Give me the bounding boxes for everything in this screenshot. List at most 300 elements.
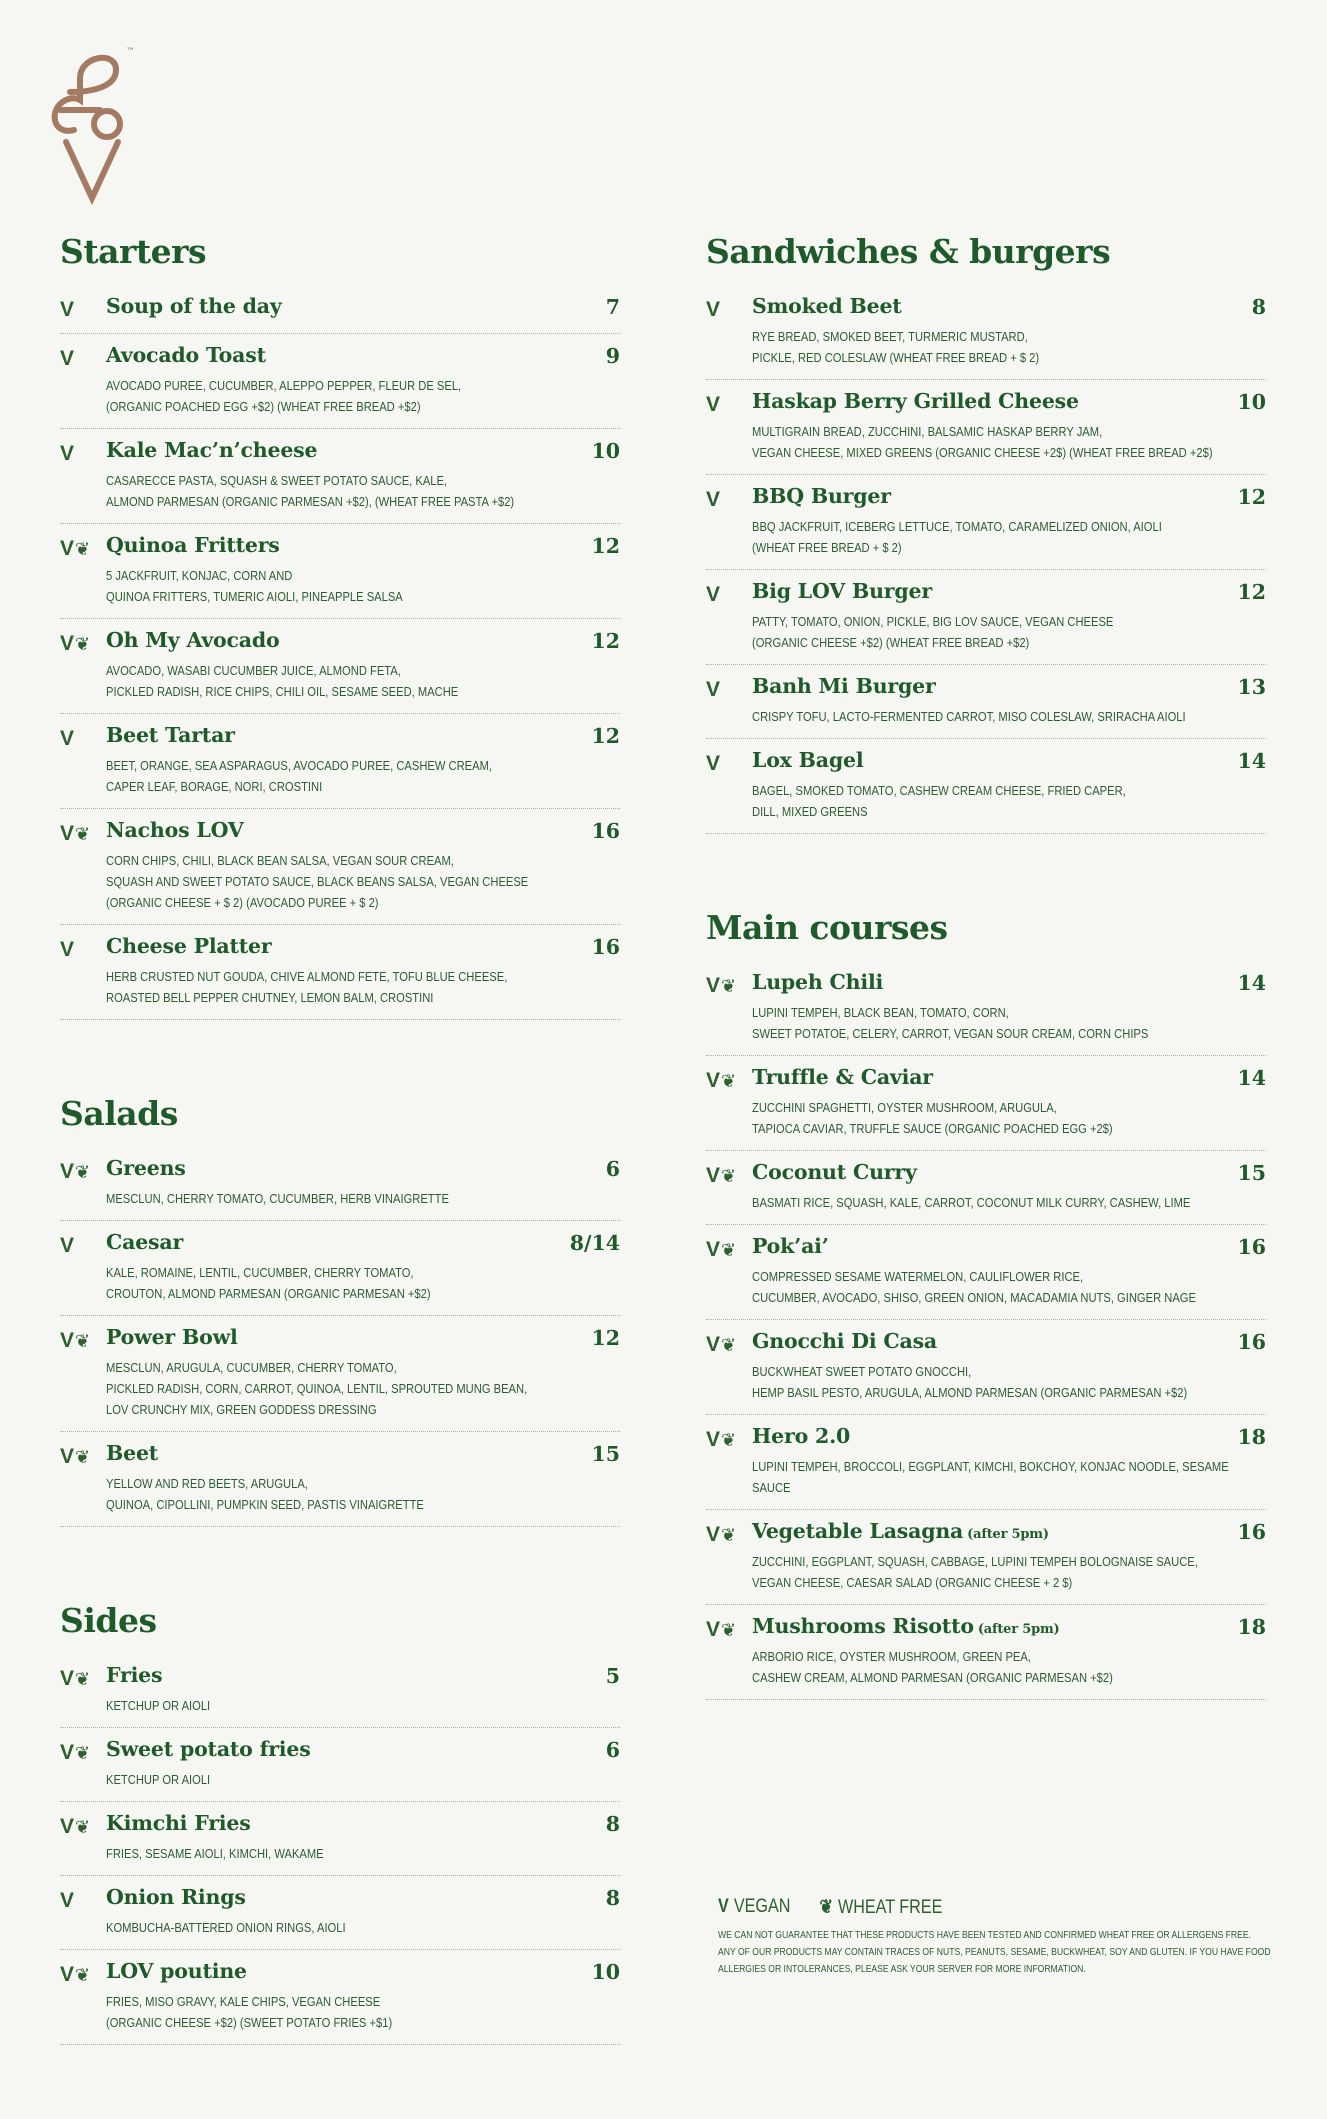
description-line: ALMOND PARMESAN (ORGANIC PARMESAN +$2), (WHEAT FREE PASTA +$2) — [106, 494, 515, 509]
legend-wheat-free-label: WHEAT FREE — [837, 1897, 943, 1918]
left-column — [60, 232, 620, 2119]
wheat-free-icon: ❦ — [819, 1897, 833, 1918]
item-description — [106, 1473, 619, 1515]
item-name-text: Oh My Avocado — [106, 628, 280, 652]
section-title: Main courses — [706, 908, 948, 947]
wheat-free-icon: ❦ — [75, 1162, 91, 1183]
vegan-icon: V — [706, 1523, 721, 1546]
menu-item — [60, 714, 620, 809]
item-description — [752, 706, 1265, 727]
menu-item — [60, 809, 620, 925]
description-line: CROUTON, ALMOND PARMESAN (ORGANIC PARMESAN +$2) — [106, 1286, 431, 1301]
menu-item — [60, 1876, 620, 1950]
item-name-text: Caesar — [106, 1230, 184, 1254]
item-name-text: Quinoa Fritters — [106, 533, 280, 557]
diet-marks — [706, 1424, 752, 1452]
item-name — [752, 970, 1237, 998]
legend-vegan — [718, 1896, 790, 1919]
diet-marks — [60, 723, 106, 751]
item-description — [106, 1769, 619, 1790]
description-line: LOV CRUNCHY MIX, GREEN GODDESS DRESSING — [106, 1402, 377, 1417]
description-line: PICKLE, RED COLESLAW (WHEAT FREE BREAD + $ 2) — [752, 350, 1040, 365]
item-description — [106, 850, 619, 913]
description-line: MESCLUN, CHERRY TOMATO, CUCUMBER, HERB VINAIGRETTE — [106, 1191, 449, 1206]
item-description — [106, 1991, 619, 2033]
item-name — [106, 294, 606, 322]
menu-section — [60, 1094, 620, 1527]
legend-footer — [718, 1896, 1278, 1978]
menu-item — [706, 285, 1266, 380]
description-line: QUINOA, CIPOLLINI, PUMPKIN SEED, PASTIS VINAIGRETTE — [106, 1497, 424, 1512]
description-line: VEGAN CHEESE, MIXED GREENS (ORGANIC CHEESE +2$) (WHEAT FREE BREAD +2$) — [752, 445, 1213, 460]
menu-item — [60, 619, 620, 714]
menu-item — [60, 285, 620, 334]
diet-marks — [706, 579, 752, 607]
diet-marks — [706, 748, 752, 776]
item-price: 10 — [1237, 390, 1266, 414]
vegan-icon: V — [706, 1333, 721, 1356]
item-price: 14 — [1237, 749, 1266, 773]
item-price: 12 — [591, 629, 620, 653]
section-title: Salads — [60, 1094, 178, 1133]
description-line: 5 JACKFRUIT, KONJAC, CORN AND — [106, 568, 293, 583]
menu-item — [706, 380, 1266, 475]
vegan-icon: V — [60, 1667, 75, 1690]
diet-marks — [706, 1065, 752, 1093]
diet-marks — [60, 934, 106, 962]
diet-marks — [60, 294, 106, 322]
item-price: 12 — [591, 534, 620, 558]
diet-marks — [60, 438, 106, 466]
wheat-free-icon: ❦ — [75, 539, 91, 560]
item-name-text: Haskap Berry Grilled Cheese — [752, 389, 1079, 413]
item-description — [752, 326, 1265, 368]
item-price: 16 — [1237, 1520, 1266, 1544]
item-name — [752, 1329, 1237, 1357]
description-line: KETCHUP OR AIOLI — [106, 1772, 211, 1787]
description-line: VEGAN CHEESE, CAESAR SALAD (ORGANIC CHEESE + 2 $) — [752, 1575, 1073, 1590]
item-description — [752, 611, 1265, 653]
wheat-free-icon: ❦ — [721, 1620, 737, 1641]
vegan-icon: V — [706, 752, 721, 775]
description-line: ZUCCHINI, EGGPLANT, SQUASH, CABBAGE, LUPINI TEMPEH BOLOGNAISE SAUCE, — [752, 1554, 1198, 1569]
item-name-text: Nachos LOV — [106, 818, 244, 842]
diet-marks — [706, 1329, 752, 1357]
description-line: (ORGANIC CHEESE +$2) (WHEAT FREE BREAD +$2) — [752, 635, 1030, 650]
item-description — [752, 421, 1265, 463]
vegan-icon: V — [706, 1618, 721, 1641]
item-description — [106, 1188, 619, 1209]
description-line: KETCHUP OR AIOLI — [106, 1698, 211, 1713]
diet-marks — [706, 674, 752, 702]
menu-item — [706, 1151, 1266, 1225]
item-name — [106, 1441, 591, 1469]
item-name — [106, 723, 591, 751]
menu-item — [60, 1654, 620, 1728]
vegan-icon: V — [60, 1160, 75, 1183]
vegan-icon: V — [60, 1329, 75, 1352]
vegan-icon: V — [60, 1234, 75, 1257]
vegan-icon: V — [706, 298, 721, 321]
item-price: 10 — [591, 1960, 620, 1984]
menu-item — [706, 739, 1266, 834]
item-description — [752, 1192, 1265, 1213]
item-name-text: Pok’ai’ — [752, 1234, 829, 1258]
vegan-icon: V — [60, 1445, 75, 1468]
item-name-text: Greens — [106, 1156, 186, 1180]
item-name — [752, 1234, 1237, 1262]
wheat-free-icon: ❦ — [721, 1166, 737, 1187]
item-price: 14 — [1237, 971, 1266, 995]
wheat-free-icon: ❦ — [75, 634, 91, 655]
item-name-text: Kimchi Fries — [106, 1811, 251, 1835]
diet-marks — [706, 1614, 752, 1642]
wheat-free-icon: ❦ — [75, 1331, 91, 1352]
diet-marks — [706, 1160, 752, 1188]
description-line: (ORGANIC CHEESE + $ 2) (AVOCADO PUREE + $ 2) — [106, 895, 379, 910]
item-name — [752, 1160, 1237, 1188]
lov-logo — [44, 38, 144, 208]
item-description — [106, 1695, 619, 1716]
description-line: BUCKWHEAT SWEET POTATO GNOCCHI, — [752, 1364, 972, 1379]
item-description — [106, 755, 619, 797]
description-line: SWEET POTATOE, CELERY, CARROT, VEGAN SOUR CREAM, CORN CHIPS — [752, 1026, 1149, 1041]
item-name — [752, 1614, 1237, 1642]
menu-item — [60, 925, 620, 1020]
menu-item — [706, 475, 1266, 570]
menu-item — [706, 570, 1266, 665]
item-price: 12 — [591, 724, 620, 748]
description-line: MULTIGRAIN BREAD, ZUCCHINI, BALSAMIC HASKAP BERRY JAM, — [752, 424, 1103, 439]
vegan-icon: V — [706, 583, 721, 606]
right-column — [706, 232, 1266, 1774]
menu-item — [706, 1320, 1266, 1415]
wheat-free-icon: ❦ — [75, 1817, 91, 1838]
item-price: 16 — [591, 935, 620, 959]
item-name-text: Soup of the day — [106, 294, 282, 318]
item-price: 14 — [1237, 1066, 1266, 1090]
description-line: CRISPY TOFU, LACTO-FERMENTED CARROT, MISO COLESLAW, SRIRACHA AIOLI — [752, 709, 1186, 724]
item-price: 6 — [605, 1738, 620, 1762]
description-line: LUPINI TEMPEH, BROCCOLI, EGGPLANT, KIMCHI, BOKCHOY, KONJAC NOODLE, SESAME SAUCE — [752, 1459, 1229, 1495]
menu-item — [60, 1728, 620, 1802]
vegan-icon: V — [60, 537, 75, 560]
description-line: FRIES, SESAME AIOLI, KIMCHI, WAKAME — [106, 1846, 324, 1861]
menu-item — [706, 961, 1266, 1056]
diet-marks — [706, 484, 752, 512]
wheat-free-icon: ❦ — [75, 824, 91, 845]
menu-item — [60, 1950, 620, 2045]
description-line: CAPER LEAF, BORAGE, NORI, CROSTINI — [106, 779, 323, 794]
item-name-text: Onion Rings — [106, 1885, 246, 1909]
description-line: CUCUMBER, AVOCADO, SHISO, GREEN ONION, MACADAMIA NUTS, GINGER NAGE — [752, 1290, 1196, 1305]
item-name — [752, 1519, 1237, 1547]
item-name-text: Banh Mi Burger — [752, 674, 936, 698]
item-price: 8 — [605, 1812, 620, 1836]
vegan-icon: V — [706, 1164, 721, 1187]
wheat-free-icon: ❦ — [75, 1743, 91, 1764]
item-description — [106, 966, 619, 1008]
item-name-text: Gnocchi Di Casa — [752, 1329, 938, 1353]
menu-item — [60, 1432, 620, 1527]
vegan-icon: V — [60, 442, 75, 465]
menu-item — [60, 1316, 620, 1432]
menu-item — [60, 1802, 620, 1876]
item-name — [106, 1959, 591, 1987]
item-price: 8/14 — [569, 1231, 620, 1255]
item-name-text: Smoked Beet — [752, 294, 902, 318]
item-name — [106, 1325, 591, 1353]
menu-section — [60, 232, 620, 1020]
item-description — [752, 1266, 1265, 1308]
vegan-icon: V — [60, 822, 75, 845]
item-name-text: Truffle & Caviar — [752, 1065, 933, 1089]
diet-marks — [706, 294, 752, 322]
menu-item — [706, 1510, 1266, 1605]
item-name-text: Avocado Toast — [106, 343, 266, 367]
item-name — [752, 1424, 1237, 1452]
item-price: 12 — [591, 1326, 620, 1350]
item-name — [106, 818, 591, 846]
item-description — [106, 660, 619, 702]
item-price: 13 — [1237, 675, 1266, 699]
description-line: (ORGANIC POACHED EGG +$2) (WHEAT FREE BREAD +$2) — [106, 399, 421, 414]
diet-marks — [60, 1156, 106, 1184]
description-line: AVOCADO, WASABI CUCUMBER JUICE, ALMOND FETA, — [106, 663, 401, 678]
item-name — [106, 934, 591, 962]
item-description — [752, 780, 1265, 822]
item-name — [752, 579, 1237, 607]
item-description — [752, 516, 1265, 558]
menu-section — [706, 232, 1266, 834]
vegan-icon: V — [60, 347, 75, 370]
menu-item — [60, 334, 620, 429]
wheat-free-icon: ❦ — [75, 1965, 91, 1986]
description-line: SQUASH AND SWEET POTATO SAUCE, BLACK BEANS SALSA, VEGAN CHEESE — [106, 874, 529, 889]
description-line: (WHEAT FREE BREAD + $ 2) — [752, 540, 902, 555]
item-price: 12 — [1237, 485, 1266, 509]
item-name — [106, 1663, 606, 1691]
wheat-free-icon: ❦ — [721, 1071, 737, 1092]
vegan-icon: V — [60, 1815, 75, 1838]
item-note: (after 5pm) — [977, 1622, 1060, 1637]
item-name — [106, 343, 606, 371]
diet-marks — [60, 533, 106, 561]
item-description — [106, 375, 619, 417]
menu-item — [706, 1415, 1266, 1510]
description-line: TAPIOCA CAVIAR, TRUFFLE SAUCE (ORGANIC POACHED EGG +2$) — [752, 1121, 1113, 1136]
diet-marks — [60, 818, 106, 846]
description-line: ZUCCHINI SPAGHETTI, OYSTER MUSHROOM, ARUGULA, — [752, 1100, 1057, 1115]
vegan-icon: V — [706, 678, 721, 701]
wheat-free-icon: ❦ — [721, 1335, 737, 1356]
diet-marks — [706, 1519, 752, 1547]
description-line: HEMP BASIL PESTO, ARUGULA, ALMOND PARMESAN (ORGANIC PARMESAN +$2) — [752, 1385, 1188, 1400]
menu-section — [706, 908, 1266, 1700]
description-line: YELLOW AND RED BEETS, ARUGULA, — [106, 1476, 308, 1491]
dietary-legend — [718, 1896, 1194, 1919]
diet-marks — [60, 1230, 106, 1258]
item-description — [752, 1002, 1265, 1044]
menu-item — [706, 665, 1266, 739]
menu-item — [60, 429, 620, 524]
diet-marks — [706, 389, 752, 417]
item-name — [752, 484, 1237, 512]
diet-marks — [60, 1811, 106, 1839]
vegan-icon: V — [60, 1963, 75, 1986]
menu-item — [706, 1225, 1266, 1320]
diet-marks — [60, 1959, 106, 1987]
menu-section — [60, 1601, 620, 2045]
description-line: QUINOA FRITTERS, TUMERIC AIOLI, PINEAPPLE SALSA — [106, 589, 403, 604]
item-name-text: Hero 2.0 — [752, 1424, 851, 1448]
legend-wheat-free — [819, 1896, 942, 1919]
item-name — [106, 1885, 606, 1913]
item-name-text: Big LOV Burger — [752, 579, 932, 603]
item-price: 16 — [1237, 1330, 1266, 1354]
item-price: 6 — [605, 1157, 620, 1181]
menu-item — [60, 1147, 620, 1221]
item-name-text: Coconut Curry — [752, 1160, 917, 1184]
item-description — [752, 1456, 1265, 1498]
diet-marks — [706, 1234, 752, 1262]
vegan-icon: V — [706, 1069, 721, 1092]
item-description — [752, 1551, 1265, 1593]
item-price: 12 — [1237, 580, 1266, 604]
item-name-text: Lox Bagel — [752, 748, 864, 772]
wheat-free-icon: ❦ — [721, 976, 737, 997]
item-price: 7 — [605, 295, 620, 319]
vegan-icon: V — [706, 1238, 721, 1261]
item-name — [106, 1230, 570, 1258]
vegan-icon: V — [60, 938, 75, 961]
item-description — [752, 1361, 1265, 1403]
description-line: KALE, ROMAINE, LENTIL, CUCUMBER, CHERRY TOMATO, — [106, 1265, 414, 1280]
description-line: CASHEW CREAM, ALMOND PARMESAN (ORGANIC PARMESAN +$2) — [752, 1670, 1113, 1685]
description-line: HERB CRUSTED NUT GOUDA, CHIVE ALMOND FETE, TOFU BLUE CHEESE, — [106, 969, 508, 984]
diet-marks — [60, 1325, 106, 1353]
vegan-icon: V — [706, 393, 721, 416]
vegan-icon: V — [60, 1889, 75, 1912]
diet-marks — [60, 1737, 106, 1765]
disclaimer-line: WE CAN NOT GUARANTEE THAT THESE PRODUCTS HAVE BEEN TESTED AND CONFIRMED WHEAT FREE OR ALLERGENS FREE. — [718, 1929, 1251, 1941]
description-line: (ORGANIC CHEESE +$2) (SWEET POTATO FRIES +$1) — [106, 2015, 393, 2030]
item-note: (after 5pm) — [967, 1527, 1049, 1542]
description-line: BBQ JACKFRUIT, ICEBERG LETTUCE, TOMATO, CARAMELIZED ONION, AIOLI — [752, 519, 1162, 534]
item-name — [752, 294, 1252, 322]
menu-item — [60, 524, 620, 619]
item-description — [106, 1262, 619, 1304]
item-price: 18 — [1237, 1425, 1266, 1449]
item-description — [106, 1357, 619, 1420]
item-name-text: Kale Mac’n’cheese — [106, 438, 318, 462]
item-price: 16 — [1237, 1235, 1266, 1259]
item-name-text: Vegetable Lasagna — [752, 1519, 964, 1543]
wheat-free-icon: ❦ — [721, 1525, 737, 1546]
description-line: BASMATI RICE, SQUASH, KALE, CARROT, COCONUT MILK CURRY, CASHEW, LIME — [752, 1195, 1191, 1210]
menu-item — [60, 1221, 620, 1316]
diet-marks — [60, 343, 106, 371]
wheat-free-icon: ❦ — [75, 1447, 91, 1468]
item-price: 5 — [605, 1664, 620, 1688]
diet-marks — [60, 1663, 106, 1691]
item-price: 8 — [605, 1886, 620, 1910]
description-line: RYE BREAD, SMOKED BEET, TURMERIC MUSTARD, — [752, 329, 1028, 344]
description-line: CORN CHIPS, CHILI, BLACK BEAN SALSA, VEGAN SOUR CREAM, — [106, 853, 454, 868]
description-line: ROASTED BELL PEPPER CHUTNEY, LEMON BALM, CROSTINI — [106, 990, 434, 1005]
disclaimer-line: ANY OF OUR PRODUCTS MAY CONTAIN TRACES OF NUTS, PEANUTS, SESAME, BUCKWHEAT, SOY AND GLUTEN. IF YOU HAVE FOOD — [718, 1946, 1271, 1958]
item-name — [752, 748, 1237, 776]
vegan-icon: V — [60, 727, 75, 750]
allergen-disclaimer — [718, 1927, 1278, 1978]
item-name — [752, 389, 1237, 417]
item-name-text: Beet — [106, 1441, 159, 1465]
description-line: MESCLUN, ARUGULA, CUCUMBER, CHERRY TOMATO, — [106, 1360, 397, 1375]
item-price: 16 — [591, 819, 620, 843]
menu-item — [706, 1605, 1266, 1700]
diet-marks — [60, 1885, 106, 1913]
legend-vegan-label: VEGAN — [733, 1896, 791, 1917]
item-name-text: Power Bowl — [106, 1325, 238, 1349]
item-name-text: Mushrooms Risotto — [752, 1614, 974, 1638]
description-line: CASARECCE PASTA, SQUASH & SWEET POTATO SAUCE, KALE, — [106, 473, 448, 488]
vegan-icon: V — [706, 1428, 721, 1451]
item-description — [106, 1917, 619, 1938]
vegan-icon: V — [60, 298, 75, 321]
menu-item — [706, 1056, 1266, 1151]
section-title: Starters — [60, 232, 207, 271]
item-price: 15 — [1237, 1161, 1266, 1185]
item-price: 18 — [1237, 1615, 1266, 1639]
vegan-icon: V — [60, 1741, 75, 1764]
diet-marks — [60, 628, 106, 656]
item-name — [106, 1737, 606, 1765]
diet-marks — [706, 970, 752, 998]
section-title: Sides — [60, 1601, 157, 1640]
item-price: 15 — [591, 1442, 620, 1466]
item-name-text: Fries — [106, 1663, 163, 1687]
item-description — [106, 1843, 619, 1864]
item-price: 8 — [1251, 295, 1266, 319]
item-description — [106, 565, 619, 607]
section-title: Sandwiches & burgers — [706, 232, 1111, 271]
item-name — [106, 438, 591, 466]
description-line: PICKLED RADISH, CORN, CARROT, QUINOA, LENTIL, SPROUTED MUNG BEAN, — [106, 1381, 528, 1396]
item-description — [106, 470, 619, 512]
wheat-free-icon: ❦ — [75, 1669, 91, 1690]
trademark-mark: ™ — [126, 47, 135, 57]
description-line: FRIES, MISO GRAVY, KALE CHIPS, VEGAN CHEESE — [106, 1994, 381, 2009]
description-line: DILL, MIXED GREENS — [752, 804, 868, 819]
item-name-text: Beet Tartar — [106, 723, 235, 747]
description-line: LUPINI TEMPEH, BLACK BEAN, TOMATO, CORN, — [752, 1005, 1009, 1020]
wheat-free-icon: ❦ — [721, 1240, 737, 1261]
item-name — [106, 533, 591, 561]
vegan-icon: V — [60, 632, 75, 655]
item-name-text: Cheese Platter — [106, 934, 272, 958]
item-name — [106, 1811, 606, 1839]
description-line: PATTY, TOMATO, ONION, PICKLE, BIG LOV SAUCE, VEGAN CHEESE — [752, 614, 1114, 629]
item-description — [752, 1646, 1265, 1688]
item-price: 9 — [605, 344, 620, 368]
item-name — [752, 674, 1237, 702]
vegan-icon: V — [718, 1896, 729, 1917]
diet-marks — [60, 1441, 106, 1469]
description-line: PICKLED RADISH, RICE CHIPS, CHILI OIL, SESAME SEED, MACHE — [106, 684, 459, 699]
disclaimer-line: ALLERGIES OR INTOLERANCES, PLEASE ASK YOUR SERVER FOR MORE INFORMATION. — [718, 1963, 1086, 1975]
item-name-text: LOV poutine — [106, 1959, 247, 1983]
description-line: BAGEL, SMOKED TOMATO, CASHEW CREAM CHEESE, FRIED CAPER, — [752, 783, 1126, 798]
